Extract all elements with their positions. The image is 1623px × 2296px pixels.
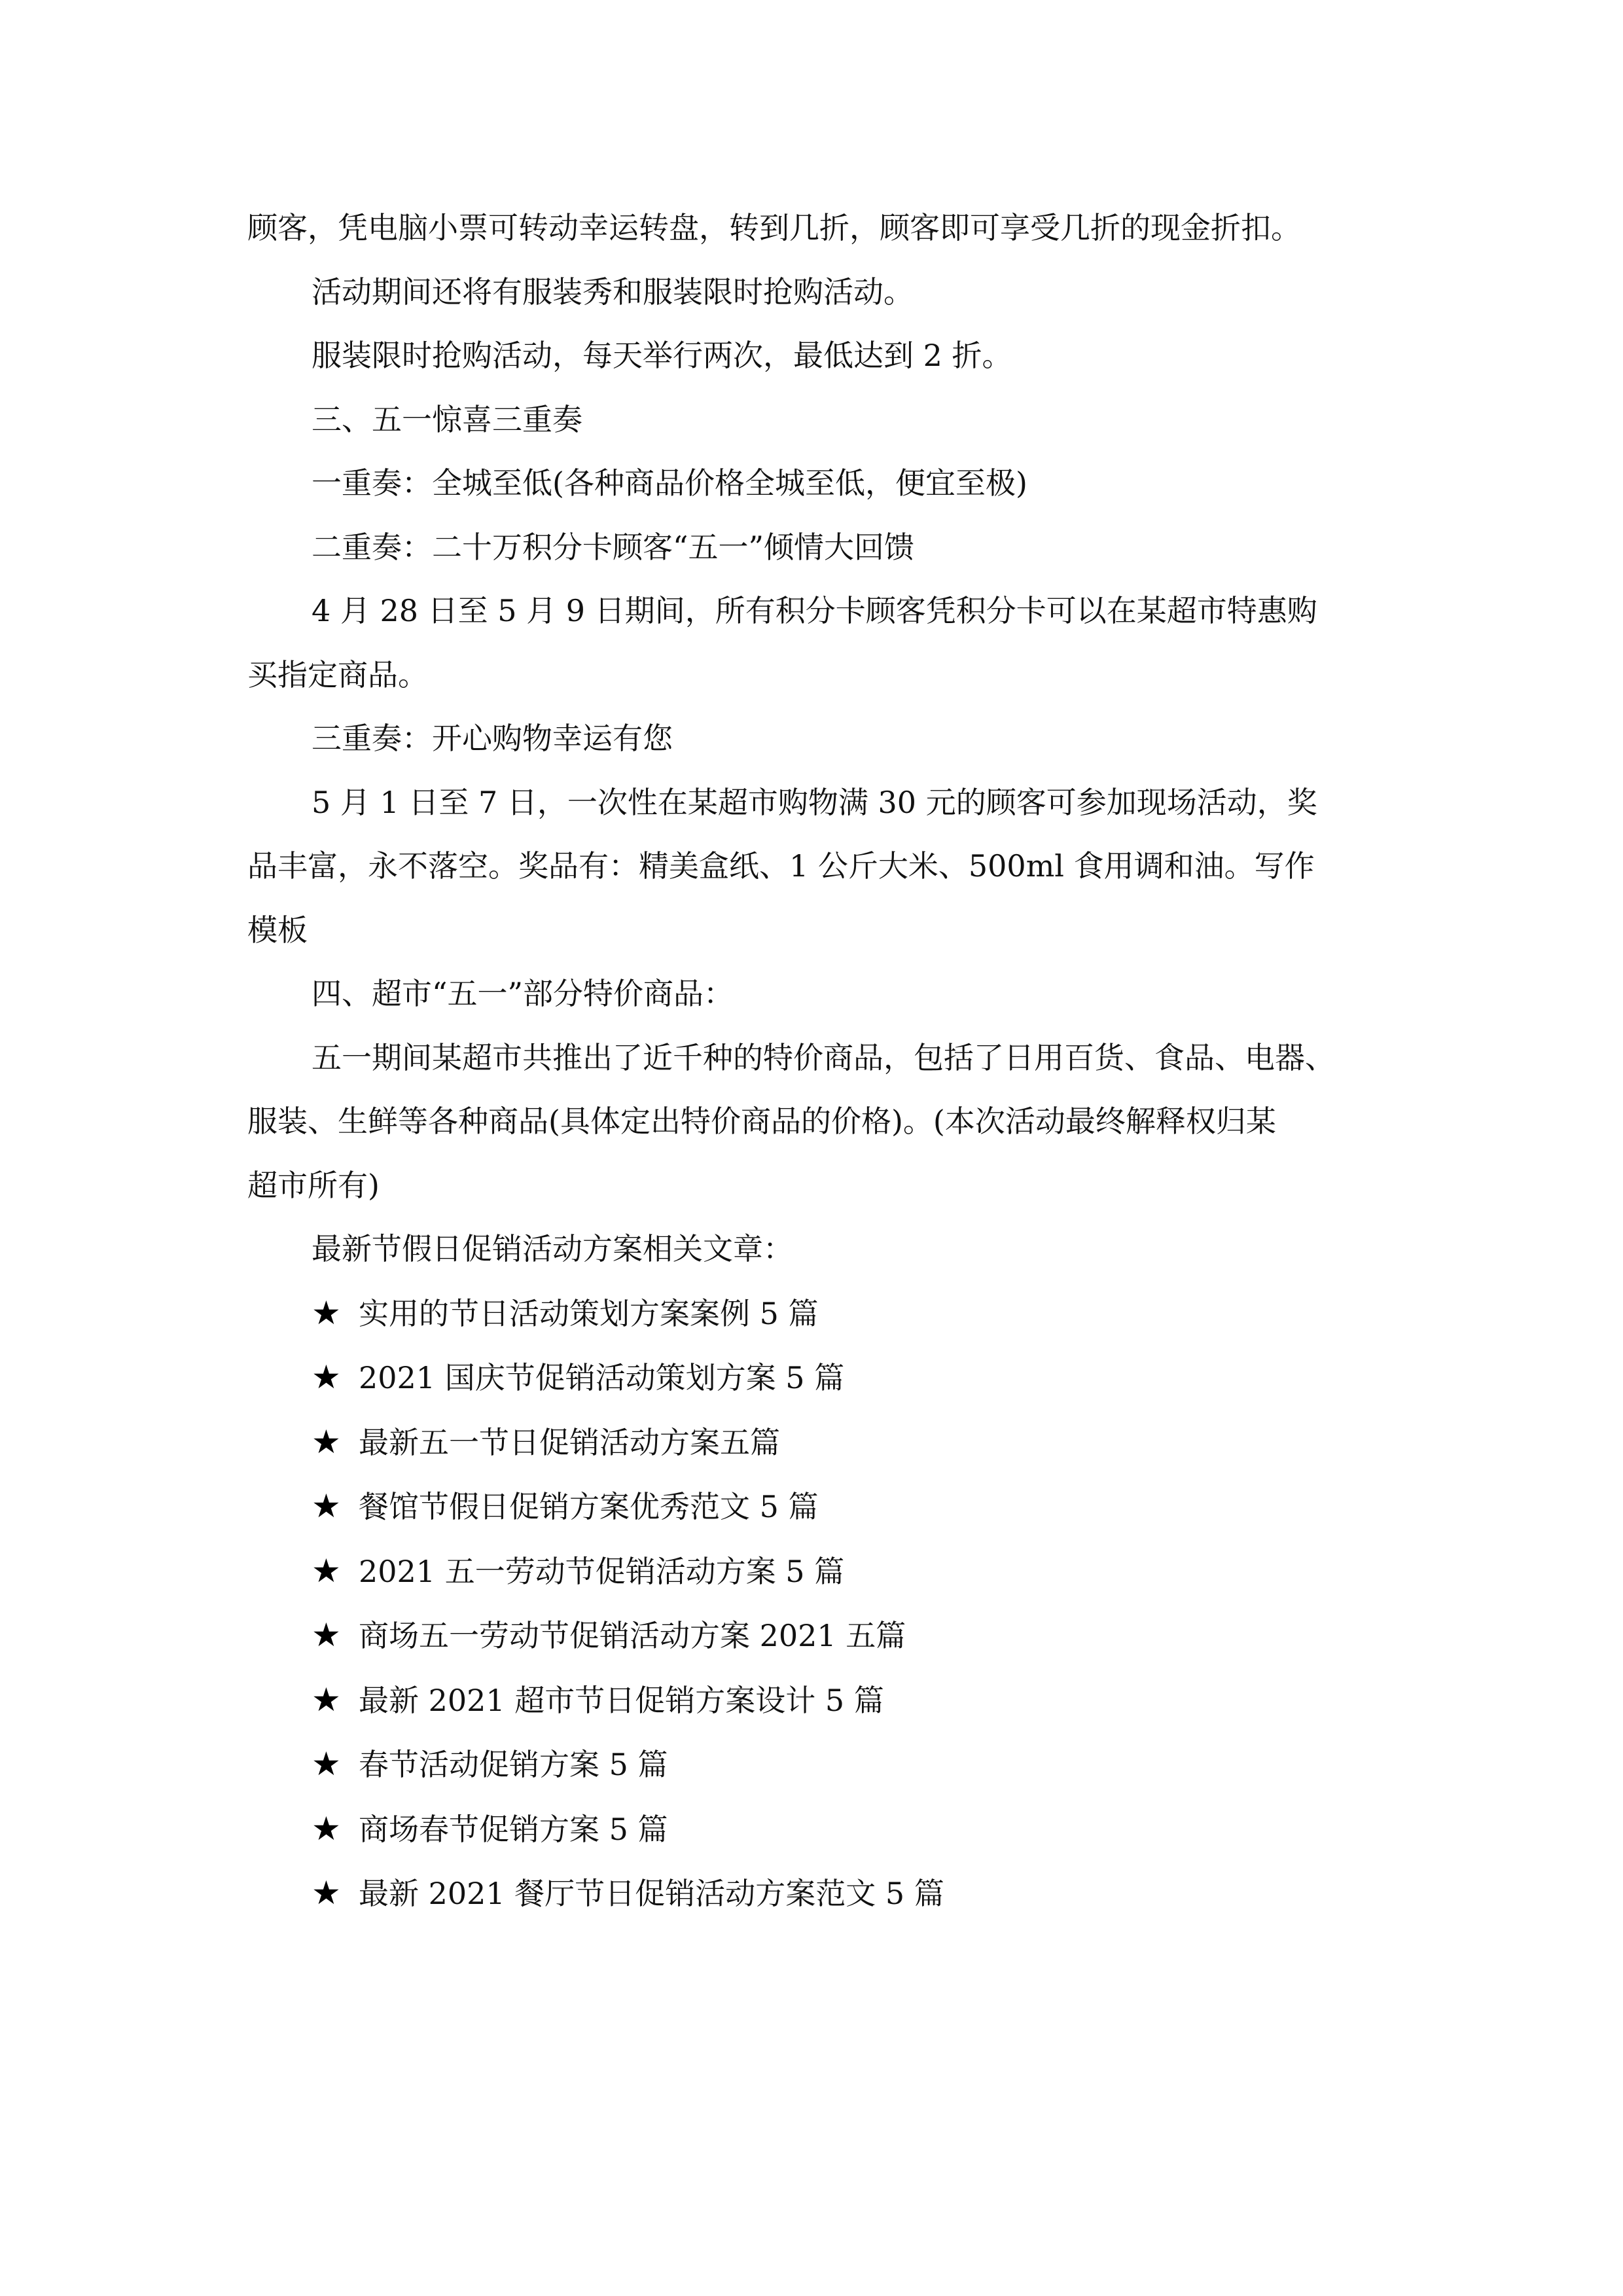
- related-article-item[interactable]: [247, 1410, 1399, 1475]
- paragraph-flash-sale: 服装限时抢购活动，每天举行两次，最低达到 2 折。: [312, 338, 1012, 373]
- related-article-title[interactable]: 2021 五一劳动节促销活动方案 5 篇: [359, 1553, 845, 1589]
- star-icon: ★: [312, 1616, 341, 1654]
- related-article-title[interactable]: 2021 国庆节促销活动策划方案 5 篇: [359, 1360, 845, 1395]
- paragraph-first-movement: 一重奏：全城至低(各种商品价格全城至低，便宜至极): [312, 465, 1027, 501]
- star-icon: ★: [312, 1358, 341, 1396]
- related-article-item[interactable]: [247, 1861, 1399, 1926]
- related-article-title[interactable]: 商场春节促销方案 5 篇: [359, 1811, 668, 1847]
- related-article-title[interactable]: 最新 2021 餐厅节日促销活动方案范文 5 篇: [359, 1876, 944, 1911]
- paragraph-prize-line-3: 模板: [247, 912, 308, 948]
- related-article-title[interactable]: 商场五一劳动节促销活动方案 2021 五篇: [359, 1618, 906, 1653]
- paragraph-specials-line-3: 超市所有): [247, 1167, 380, 1203]
- related-article-item[interactable]: [247, 1797, 1399, 1862]
- star-icon: ★: [312, 1809, 341, 1848]
- paragraph-second-movement: 二重奏：二十万积分卡顾客“五一”倾情大回馈: [312, 529, 915, 565]
- star-icon: ★: [312, 1874, 341, 1912]
- related-article-title[interactable]: 餐馆节假日促销方案优秀范文 5 篇: [359, 1489, 819, 1524]
- star-icon: ★: [312, 1680, 341, 1719]
- star-icon: ★: [312, 1422, 341, 1461]
- related-article-title[interactable]: 最新五一节日促销活动方案五篇: [359, 1424, 780, 1460]
- paragraph-continuation: 顾客，凭电脑小票可转动幸运转盘，转到几折，顾客即可享受几折的现金折扣。: [247, 210, 1301, 245]
- paragraph-points-card-line-1: 4 月 28 日至 5 月 9 日期间，所有积分卡顾客凭积分卡可以在某超市特惠购: [312, 593, 1317, 628]
- related-article-title[interactable]: 春节活动促销方案 5 篇: [359, 1747, 668, 1782]
- paragraph-prize-line-2: 品丰富，永不落空。奖品有：精美盒纸、1 公斤大米、500ml 食用调和油。写作: [247, 848, 1315, 884]
- related-article-item[interactable]: [247, 1732, 1399, 1797]
- paragraph-third-movement: 三重奏：开心购物幸运有您: [312, 721, 673, 756]
- related-article-item[interactable]: [247, 1604, 1399, 1668]
- star-icon: ★: [312, 1745, 341, 1783]
- section-heading-3: 三、五一惊喜三重奏: [312, 401, 582, 437]
- related-article-item[interactable]: [247, 1475, 1399, 1539]
- star-icon: ★: [312, 1551, 341, 1590]
- paragraph-points-card-line-2: 买指定商品。: [247, 656, 428, 692]
- star-icon: ★: [312, 1293, 341, 1332]
- related-article-item[interactable]: [247, 1282, 1399, 1346]
- related-articles-list: [247, 1282, 1399, 1926]
- paragraph-specials-line-2: 服装、生鲜等各种商品(具体定出特价商品的价格)。(本次活动最终解释权归某: [247, 1103, 1276, 1139]
- document-body: [247, 196, 1399, 1926]
- related-articles-heading: 最新节假日促销活动方案相关文章：: [312, 1231, 793, 1266]
- paragraph-prize-line-1: 5 月 1 日至 7 日，一次性在某超市购物满 30 元的顾客可参加现场活动，奖: [312, 784, 1317, 820]
- paragraph-specials-line-1: 五一期间某超市共推出了近千种的特价商品，包括了日用百货、食品、电器、: [312, 1039, 1335, 1075]
- related-article-item[interactable]: [247, 1346, 1399, 1410]
- related-article-item[interactable]: [247, 1668, 1399, 1733]
- star-icon: ★: [312, 1487, 341, 1525]
- related-article-item[interactable]: [247, 1539, 1399, 1604]
- section-heading-4: 四、超市“五一”部分特价商品：: [312, 976, 734, 1011]
- related-article-title[interactable]: 实用的节日活动策划方案案例 5 篇: [359, 1295, 819, 1331]
- paragraph-fashion-show: 活动期间还将有服装秀和服装限时抢购活动。: [312, 274, 914, 310]
- related-article-title[interactable]: 最新 2021 超市节日促销方案设计 5 篇: [359, 1682, 884, 1718]
